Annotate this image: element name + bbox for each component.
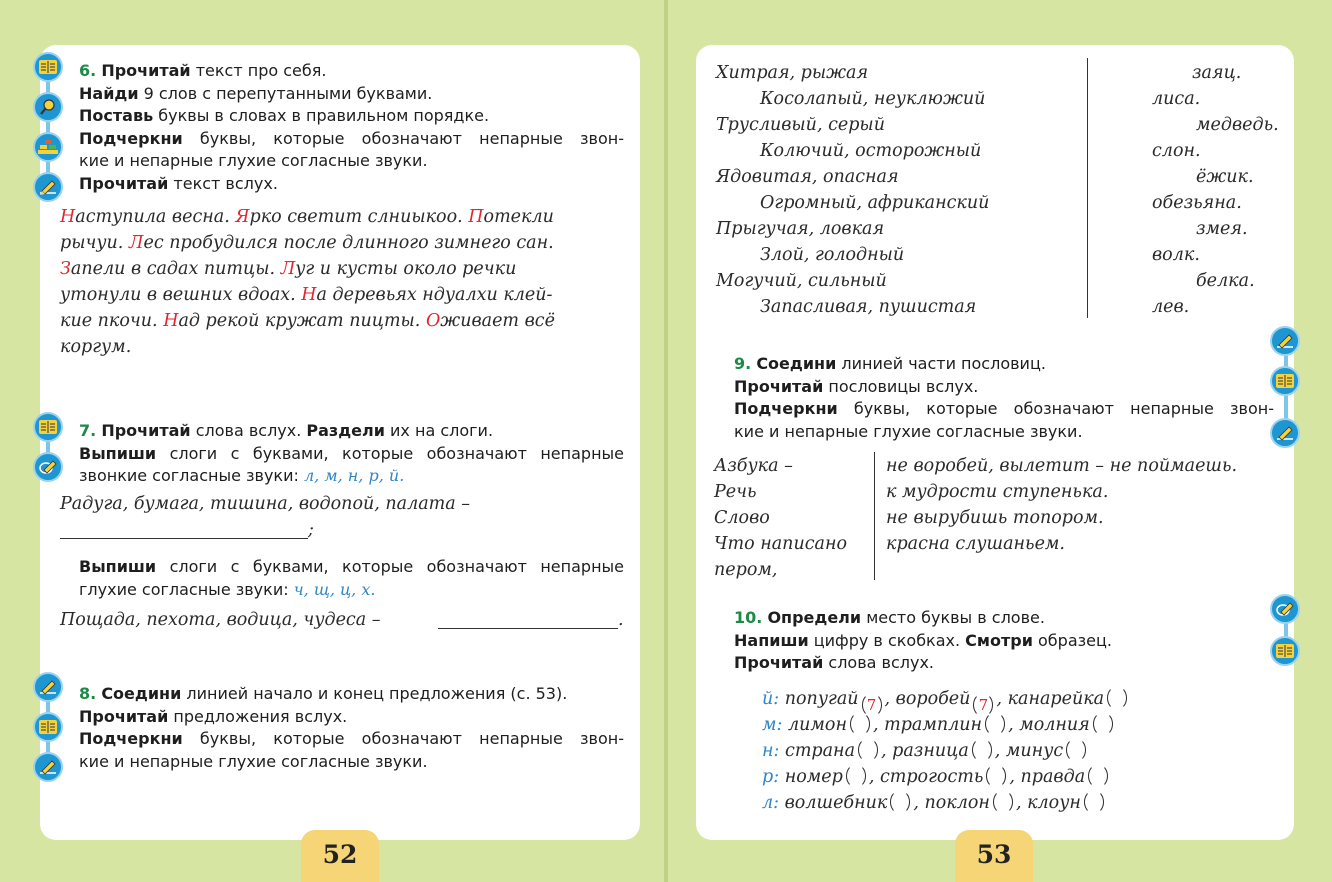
instruction-verb: Соедини <box>756 354 837 373</box>
script-text-line <box>60 207 554 227</box>
highlighted-letter: Л <box>280 259 296 279</box>
target-letter: м: <box>762 715 783 735</box>
adjective-pair: Запасливая, пушистая <box>760 297 977 317</box>
text-fragment: отекли <box>483 207 554 227</box>
instruction-text: буквы, которые обозначают непарные звон- <box>182 128 624 148</box>
pencil-write-icon <box>1270 326 1300 356</box>
word: лимон <box>787 715 847 735</box>
instruction-text: звонкие согласные звуки: <box>79 466 304 485</box>
exercise-7-instructions <box>79 420 624 488</box>
read-book-icon <box>1270 636 1300 666</box>
instruction-verb: Поставь <box>79 106 154 125</box>
word: , поклон <box>913 793 990 813</box>
text-fragment: апели в садах питцы. <box>70 259 281 279</box>
building-blocks-icon <box>33 132 63 162</box>
word: номер <box>784 767 843 787</box>
instruction-verb: Прочитай <box>101 61 191 80</box>
letter-position-row <box>762 764 1111 788</box>
highlighted-letter: Н <box>301 285 317 305</box>
letter-position-row <box>762 790 1107 814</box>
target-letter: й: <box>762 689 780 709</box>
period: . <box>618 610 624 630</box>
instruction-text: слова вслух. <box>823 653 935 672</box>
answer-brackets[interactable] <box>986 764 1006 788</box>
answer-brackets[interactable] <box>1066 738 1086 762</box>
word: , молния <box>1008 715 1090 735</box>
adjective-pair: Прыгучая, ловкая <box>716 219 885 239</box>
answer-brackets[interactable] <box>846 764 866 788</box>
instruction-verb: Подчеркни <box>79 128 183 148</box>
instruction-text: линией начало и конец предложения (с. 53). <box>181 684 568 703</box>
animal-word: медведь. <box>1196 115 1279 135</box>
adjective-pair: Ядовитая, опасная <box>716 167 899 187</box>
word: , трамплин <box>872 715 983 735</box>
exercise-number: 8. <box>79 684 97 703</box>
word: , правда <box>1009 767 1086 787</box>
book-spine <box>664 0 668 882</box>
instruction-text: кие и непарные глухие согласные звуки. <box>734 421 1083 441</box>
proverb-end: красна слушаньем. <box>886 534 1065 554</box>
word: , разница <box>881 741 969 761</box>
semicolon: ; <box>308 520 314 540</box>
answer-brackets[interactable] <box>985 712 1005 736</box>
text-fragment: кие пкочи. <box>60 311 164 331</box>
answer-brackets[interactable] <box>1093 712 1113 736</box>
divider-line <box>1087 58 1088 318</box>
highlighted-letters: л, м, н, р, й. <box>303 466 405 485</box>
text-fragment: живает всё <box>440 311 555 331</box>
pencil-write-icon <box>33 752 63 782</box>
instruction-text: глухие согласные звуки: <box>79 579 294 599</box>
highlighted-letter: Я <box>235 207 250 227</box>
word: , строгость <box>868 767 984 787</box>
instruction-text: текст вслух. <box>168 173 278 193</box>
instruction-text: кие и непарные глухие согласные звуки. <box>79 751 428 771</box>
instruction-text: слова вслух. <box>190 421 307 440</box>
instruction-verb: Прочитай <box>79 706 169 726</box>
target-letter: л: <box>762 793 780 813</box>
instruction-verb: Прочитай <box>101 421 191 440</box>
instruction-text: буквы в словах в правильном порядке. <box>153 106 490 125</box>
instruction-verb: Определи <box>767 608 862 627</box>
answer-line <box>438 628 618 629</box>
instruction-text: 9 слов с перепутанными буквами. <box>138 83 433 103</box>
pencil-circle-icon <box>1270 594 1300 624</box>
instruction-text: образец. <box>1032 630 1112 650</box>
instruction-verb: Выпиши <box>79 557 157 576</box>
adjective-pair: Злой, голодный <box>760 245 905 265</box>
animal-word: обезьяна. <box>1152 193 1242 213</box>
word: , минус <box>994 741 1064 761</box>
proverb-end: не вырубишь топором. <box>886 508 1104 528</box>
script-text-line <box>60 233 554 253</box>
answer-brackets[interactable] <box>1107 686 1127 710</box>
script-text-line <box>60 311 555 331</box>
instruction-verb: Найди <box>79 83 139 103</box>
instruction-text: буквы, которые обозначают непарные звон- <box>837 399 1274 418</box>
target-letter: н: <box>762 741 780 761</box>
magnifier-icon <box>33 92 63 122</box>
word: , воробей <box>884 689 971 709</box>
animal-word: слон. <box>1152 141 1201 161</box>
instruction-text: их на слоги. <box>384 421 494 440</box>
answer-brackets[interactable] <box>1084 790 1104 814</box>
script-text-line <box>60 285 552 305</box>
page-number-right: 53 <box>955 830 1033 882</box>
text-fragment: утонули в вешних вдоах. <box>60 285 302 305</box>
target-letter: р: <box>762 767 780 787</box>
text-fragment: рычуи. <box>60 233 129 253</box>
exercise-number: 6. <box>79 61 97 80</box>
highlighted-letter: З <box>60 259 71 279</box>
pencil-circle-icon <box>33 452 63 482</box>
instruction-text: линией части пословиц. <box>836 354 1046 373</box>
adjective-pair: Трусливый, серый <box>716 115 885 135</box>
exercise-7-part2-instructions <box>79 556 624 601</box>
instruction-verb: Напиши <box>734 630 809 650</box>
proverb-start: Слово <box>714 508 770 528</box>
read-book-icon <box>33 52 63 82</box>
script-text-line <box>60 259 516 279</box>
instruction-text: кие и непарные глухие согласные звуки. <box>79 151 428 170</box>
instruction-verb: Прочитай <box>79 173 169 193</box>
instruction-verb: Прочитай <box>734 653 824 672</box>
instruction-verb: Подчеркни <box>734 399 838 418</box>
answer-brackets[interactable] <box>858 738 878 762</box>
animal-word: заяц. <box>1192 63 1242 83</box>
adjective-pair: Косолапый, неуклюжий <box>760 89 986 109</box>
letter-position-row <box>762 712 1116 736</box>
word: волшебник <box>784 793 888 813</box>
instruction-verb: Соедини <box>101 684 182 703</box>
exercise-9-instructions <box>734 353 1274 443</box>
word: страна <box>785 741 856 761</box>
letter-position-row <box>762 738 1089 762</box>
words-to-split: Пощада, пехота, водица, чудеса – <box>60 610 381 630</box>
adjective-pair: Хитрая, рыжая <box>716 63 869 83</box>
text-fragment: а деревьях ндуалхи клей- <box>316 285 553 305</box>
answer-brackets[interactable] <box>850 712 870 736</box>
answer-brackets[interactable]: 7 <box>973 693 993 717</box>
text-fragment: коргум. <box>60 337 132 357</box>
exercise-8-instructions <box>79 683 624 773</box>
instruction-text: буквы, которые обозначают непарные звон- <box>182 729 624 748</box>
animal-word: волк. <box>1152 245 1200 265</box>
word: , клоун <box>1015 793 1081 813</box>
instruction-verb: Прочитай <box>734 376 824 396</box>
pencil-write-icon <box>1270 418 1300 448</box>
text-fragment: ес пробудился после длинного зимнего сан. <box>143 233 554 253</box>
answer-brackets[interactable] <box>1088 764 1108 788</box>
animal-word: змея. <box>1196 219 1248 239</box>
text-fragment: уг и кусты около речки <box>295 259 517 279</box>
proverb-start: пером, <box>714 560 778 580</box>
text-fragment: ад рекой кружат пицты. <box>178 311 426 331</box>
answer-line <box>60 538 308 539</box>
animal-word: ёжик. <box>1196 167 1254 187</box>
divider-line <box>874 452 875 580</box>
instruction-text: пословицы вслух. <box>823 376 979 396</box>
exercise-number: 9. <box>734 354 752 373</box>
proverb-start: Речь <box>714 482 757 502</box>
instruction-verb: Смотри <box>965 630 1033 650</box>
text-fragment: аступила весна. <box>75 207 236 227</box>
adjective-pair: Огромный, африканский <box>760 193 990 213</box>
highlighted-letter: Н <box>163 311 179 331</box>
animal-word: лиса. <box>1152 89 1201 109</box>
read-book-icon <box>33 712 63 742</box>
answer-brackets[interactable]: 7 <box>862 693 882 717</box>
page-number-left: 52 <box>301 830 379 882</box>
pencil-write-icon <box>33 672 63 702</box>
instruction-text: слоги с буквами, которые обозначают непарные <box>156 557 624 576</box>
adjective-pair: Колючий, осторожный <box>760 141 982 161</box>
word: , канарейка <box>996 689 1105 709</box>
answer-brackets[interactable] <box>972 738 992 762</box>
adjective-pair: Могучий, сильный <box>716 271 887 291</box>
instruction-verb: Выпиши <box>79 443 157 463</box>
proverb-start: Азбука – <box>714 456 793 476</box>
words-to-split: Радуга, бумага, тишина, водопой, палата – <box>60 494 471 514</box>
instruction-text: слоги с буквами, которые обозначают непарные <box>156 443 624 463</box>
instruction-text: цифру в скобках. <box>808 630 966 650</box>
exercise-10-instructions <box>734 607 1274 675</box>
instruction-text: текст про себя. <box>190 61 327 80</box>
highlighted-letter: П <box>468 207 484 227</box>
proverb-start: Что написано <box>714 534 848 554</box>
animal-word: лев. <box>1152 297 1190 317</box>
exercise-6-instructions <box>79 60 624 195</box>
animal-word: белка. <box>1196 271 1255 291</box>
proverb-end: не воробей, вылетит – не поймаешь. <box>886 456 1238 476</box>
read-book-icon <box>1270 366 1300 396</box>
instruction-text: место буквы в слове. <box>861 608 1045 627</box>
instruction-text: предложения вслух. <box>168 706 348 726</box>
answer-brackets[interactable] <box>993 790 1013 814</box>
highlighted-letter: Л <box>128 233 144 253</box>
highlighted-letter: О <box>425 311 441 331</box>
highlighted-letters: ч, щ, ц, х. <box>293 579 376 599</box>
instruction-verb: Раздели <box>306 421 385 440</box>
proverb-end: к мудрости ступенька. <box>886 482 1109 502</box>
answer-brackets[interactable] <box>890 790 910 814</box>
pencil-write-icon <box>33 172 63 202</box>
word: попугай <box>784 689 859 709</box>
read-book-icon <box>33 412 63 442</box>
script-text-line <box>60 337 131 357</box>
instruction-verb: Подчеркни <box>79 729 183 748</box>
highlighted-letter: Н <box>60 207 76 227</box>
exercise-number: 10. <box>734 608 763 627</box>
text-fragment: рко светит слниыкоо. <box>249 207 469 227</box>
exercise-number: 7. <box>79 421 97 440</box>
